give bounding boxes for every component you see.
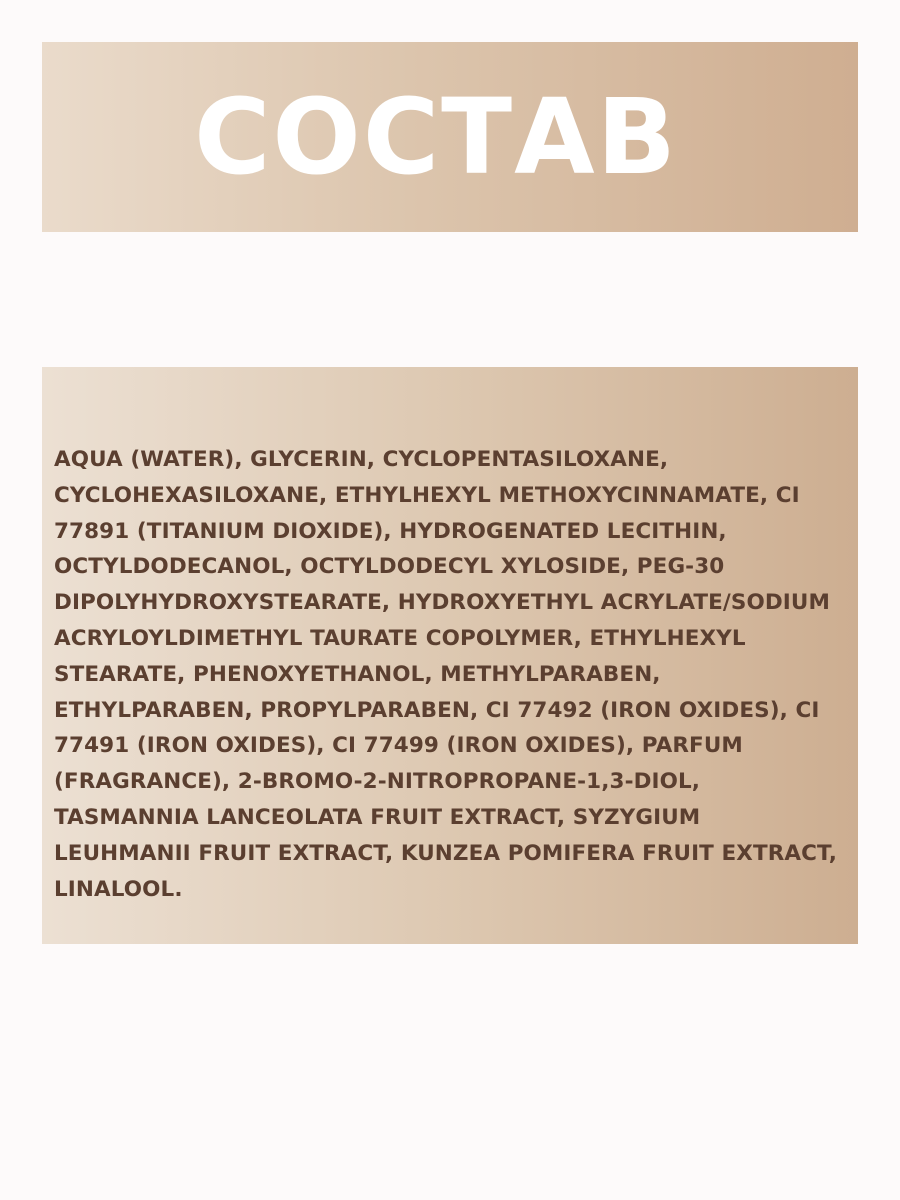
ingredients-list: AQUA (WATER), GLYCERIN, CYCLOPENTASILOXANE, CYCLOHEXASILOXANE, ETHYLHEXYL METHOXYCINNAMATE, CI 77891 (TITANIUM DIOXIDE), HYDROGENATED LECITHIN, OCTYLDODECANOL, OCTYLDODECYL XYLOSIDE, PEG-30 DIPOLYHYDROXYSTEARATE, HYDROXYETHYL ACRYLATE/SODIUM ACRYLOYLDIMETHYL TAURATE COPOLYMER, ETHYLHEXYL STEARATE, PHENOXYETHANOL, METHYLPARABEN, ETHYLPARABEN, PROPYLPARABEN, CI 77492 (IRON OXIDES), CI 77491 (IRON OXIDES), CI 77499 (IRON OXIDES), PARFUM (FRAGRANCE), 2-BROMO-2-NITROPROPANE-1,3-DIOL, TASMANNIA LANCEOLATA FRUIT EXTRACT, SYZYGIUM LEUHMANII FRUIT EXTRACT, KUNZEA POMIFERA FRUIT EXTRACT, LINALOOL. bbox=[54, 447, 837, 902]
ingredients-panel bbox=[42, 367, 858, 944]
header-banner bbox=[42, 42, 858, 232]
page-title: СОСТАВ bbox=[194, 76, 678, 198]
